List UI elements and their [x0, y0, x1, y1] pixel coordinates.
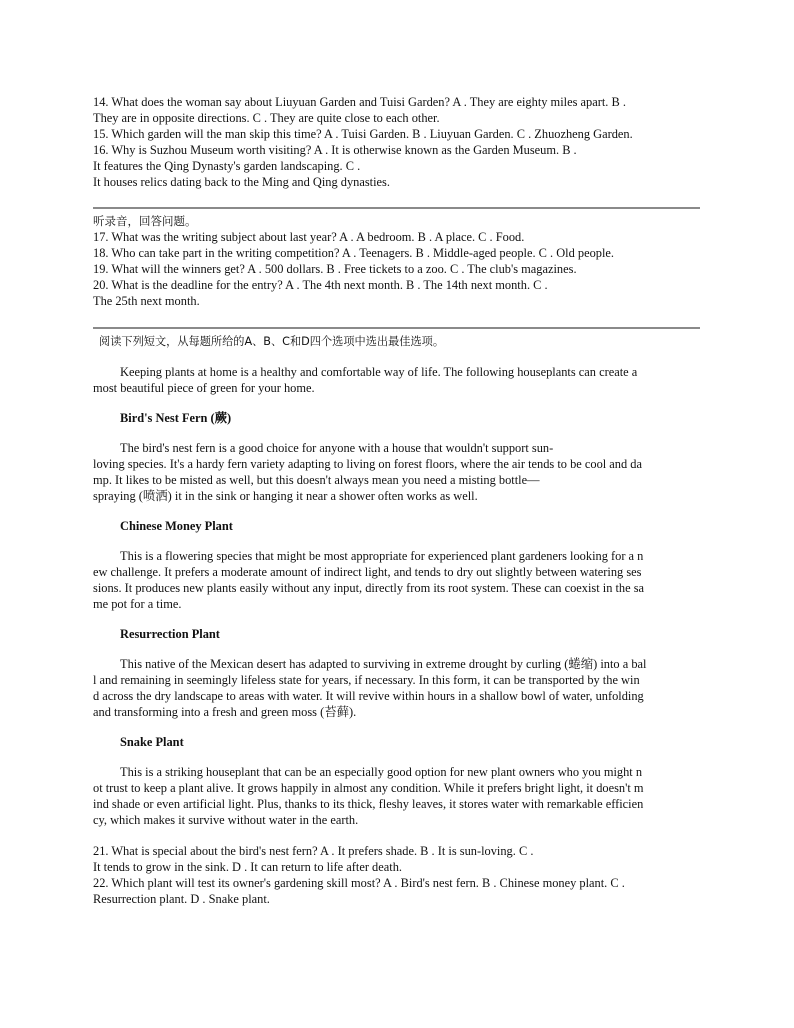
intro-paragraph — [93, 364, 700, 396]
question-line: 21. What is special about the bird's nest fern? A . It prefers shade. B . It is sun-loving. C . — [93, 844, 534, 858]
question-line: It features the Qing Dynasty's garden landscaping. C . — [93, 159, 361, 173]
plant-description-resurrection-plant — [93, 656, 700, 720]
paragraph-line: Keeping plants at home is a healthy and comfortable way of life. The following houseplants can create a — [120, 365, 638, 379]
plant-description-snake-plant — [93, 764, 700, 828]
section-divider — [93, 327, 700, 329]
question-line: Resurrection plant. D . Snake plant. — [93, 892, 270, 906]
reading-questions-21-22 — [93, 843, 700, 907]
question-line: 16. Why is Suzhou Museum worth visiting? A . It is otherwise known as the Garden Museum. B . — [93, 143, 577, 157]
paragraph-line: me pot for a time. — [93, 597, 182, 611]
paragraph-line: sions. It produces new plants easily without any input, directly from its root system. These can coexist in the sa — [93, 581, 645, 595]
paragraph-line: spraying (喷洒) it in the sink or hanging it near a shower often works as well. — [93, 489, 478, 503]
paragraph-line: The bird's nest fern is a good choice for anyone with a house that wouldn't support sun- — [120, 441, 554, 455]
paragraph-line: ot trust to keep a plant alive. It grows happily in almost any condition. While it prefers bright light, it doesn't m — [93, 781, 644, 795]
paragraph-line: mp. It likes to be misted as well, but this doesn't always mean you need a misting bottle— — [93, 473, 540, 487]
paragraph-line: This is a flowering species that might be most appropriate for experienced plant gardeners looking for a n — [120, 549, 644, 563]
plant-title-resurrection-plant: Resurrection Plant — [120, 627, 220, 641]
question-line: 22. Which plant will test its owner's gardening skill most? A . Bird's nest fern. B . Chinese money plant. C . — [93, 876, 625, 890]
section-heading: 听录音，回答问题。 — [93, 214, 197, 228]
listening-questions-14-16 — [93, 94, 700, 190]
plant-title-snake-plant: Snake Plant — [120, 735, 184, 749]
paragraph-line: This is a striking houseplant that can be an especially good option for new plant owners who you might n — [120, 765, 643, 779]
question-line: 14. What does the woman say about Liuyuan Garden and Tuisi Garden? A . They are eighty miles apart. B . — [93, 95, 626, 109]
question-line: It houses relics dating back to the Ming and Qing dynasties. — [93, 175, 390, 189]
paragraph-line: This native of the Mexican desert has adapted to surviving in extreme drought by curling (蜷缩) into a bal — [120, 657, 647, 671]
plant-description-chinese-money-plant — [93, 548, 700, 612]
question-line: 18. Who can take part in the writing competition? A . Teenagers. B . Middle-aged people. C . Old people. — [93, 246, 615, 260]
paragraph-line: l and remaining in seemingly lifeless state for years, if necessary. In this form, it can be transported by the win — [93, 673, 640, 687]
reading-section — [93, 334, 700, 907]
question-line: 19. What will the winners get? A . 500 dollars. B . Free tickets to a zoo. C . The club's magazines. — [93, 262, 577, 276]
section-divider — [93, 207, 700, 209]
paragraph-line: and transforming into a fresh and green moss (苔藓). — [93, 705, 357, 719]
paragraph-line: ind shade or even artificial light. Plus, thanks to its thick, fleshy leaves, it stores water with remarkable efficien — [93, 797, 644, 811]
plant-title-chinese-money-plant: Chinese Money Plant — [120, 519, 233, 533]
paragraph-line: ew challenge. It prefers a moderate amount of indirect light, and tends to dry out slightly between watering ses — [93, 565, 642, 579]
question-line: 20. What is the deadline for the entry? A . The 4th next month. B . The 14th next month. C . — [93, 278, 548, 292]
question-line: They are in opposite directions. C . They are quite close to each other. — [93, 111, 440, 125]
paragraph-line: cy, which makes it survive without water in the earth. — [93, 813, 359, 827]
question-line: It tends to grow in the sink. D . It can return to life after death. — [93, 860, 402, 874]
listening-section — [93, 213, 700, 309]
paragraph-line: most beautiful piece of green for your home. — [93, 381, 315, 395]
paragraph-line: loving species. It's a hardy fern variety adapting to living on forest floors, where the air tends to be cool and da — [93, 457, 642, 471]
document-page — [93, 94, 700, 907]
plant-title-birds-nest-fern: Bird's Nest Fern (蕨) — [120, 411, 232, 425]
question-line: 15. Which garden will the man skip this time? A . Tuisi Garden. B . Liuyuan Garden. C . Zhuozheng Garden. — [93, 127, 633, 141]
paragraph-line: d across the dry landscape to areas with water. It will revive within hours in a shallow bowl of water, unfolding — [93, 689, 644, 703]
section-heading: 阅读下列短文，从每题所给的A、B、C和D四个选项中选出最佳选项。 — [99, 335, 445, 348]
plant-description-birds-nest-fern — [93, 440, 700, 504]
question-line: The 25th next month. — [93, 294, 200, 308]
question-line: 17. What was the writing subject about last year? A . A bedroom. B . A place. C . Food. — [93, 230, 525, 244]
